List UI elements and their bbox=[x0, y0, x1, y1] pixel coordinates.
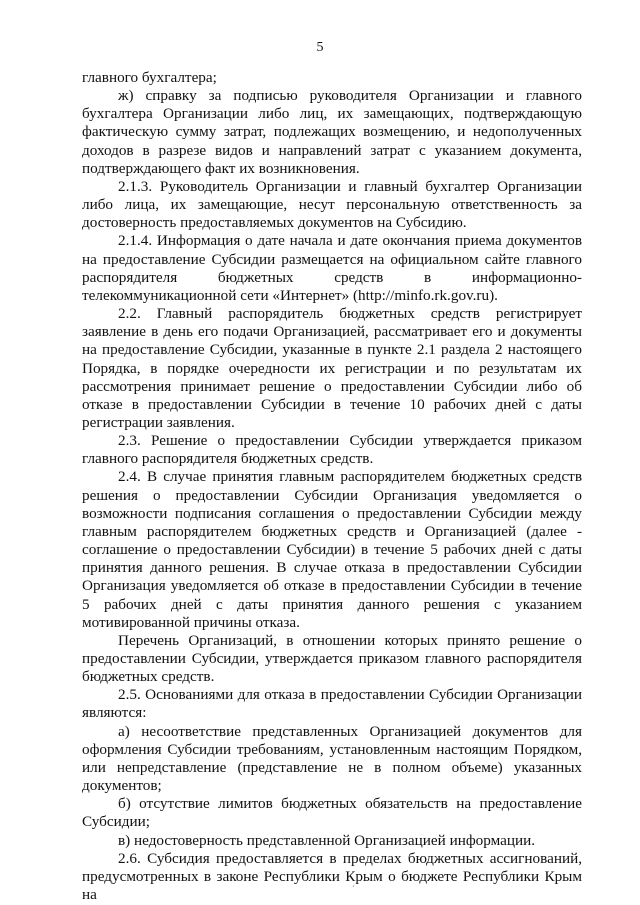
paragraph: главного бухгалтера; bbox=[82, 69, 217, 86]
scan-mark: ˊ bbox=[352, 884, 355, 894]
paragraph: 2.5. Основаниями для отказа в предоставлении Субсидии Организации являются: bbox=[82, 686, 582, 722]
paragraph: в) недостоверность представленной Организацией информации. bbox=[118, 831, 536, 849]
paragraph: б) отсутствие лимитов бюджетных обязательств на предоставление Субсидии; bbox=[82, 795, 582, 831]
paragraph: 2.4. В случае принятия главным распорядителем бюджетных средств решения о предоставлении Субсидии Организация уведомляется о возможности подписания соглашения о предоставлении Субсидии между главным распорядителем бюджетных средств и Организацией (далее - соглашение о предоставлении Субсидии) в течение 5 рабочих дней с даты принятия данного решения. В случае отказа в предоставлении Субсидии Организация уведомляется об отказе в предоставлении Субсидии в течение 5 рабочих дней с даты принятия данного решения с указанием мотивированной причины отказа. bbox=[82, 468, 582, 631]
page-number: 5 bbox=[316, 40, 324, 55]
paragraph: Перечень Организаций, в отношении которых принято решение о предоставлении Субсидии, утверждается приказом главного распорядителя бюджетных средств. bbox=[82, 631, 582, 686]
paragraph: ж) справку за подписью руководителя Организации и главного бухгалтера Организации либо лиц, их замещающих, подтверждающую фактическую сумму затрат, подлежащих возмещению, и недополученных доходов в разрезе видов и направлений затрат с указанием документа, подтверждающего факт их возникновения. bbox=[82, 87, 582, 177]
paragraph: 2.6. Субсидия предоставляется в пределах бюджетных ассигнований, предусмотренных в законе Республики Крым о бюджете Республики Крым на bbox=[82, 849, 582, 904]
paragraph: а) несоответствие представленных Организацией документов для оформления Субсидии требованиям, установленным настоящим Порядком, или непредставление (представление не в полном объеме) указанных документов; bbox=[82, 722, 582, 795]
paragraph: 2.2. Главный распорядитель бюджетных средств регистрирует заявление в день его подачи Организацией, рассматривает его и документы на предоставление Субсидии, указанные в пункте 2.1 раздела 2 настоящего Порядка, в порядке очередности их регистрации и по результатам их рассмотрения принимает решение о предоставлении Субсидии либо об отказе в предоставлении Субсидии в течение 10 рабочих дней с даты регистрации заявления. bbox=[82, 305, 582, 431]
paragraph: 2.1.3. Руководитель Организации и главный бухгалтер Организации либо лица, их замещающие, несут персональную ответственность за достоверность предоставляемых документов на Субсидию. bbox=[82, 177, 582, 232]
document-body bbox=[82, 69, 582, 904]
paragraph: 2.1.4. Информация о дате начала и дате окончания приема документов на предоставление Субсидии размещается на официальном сайте главного распорядителя бюджетных средств в информационно-телекоммуникационной сети «Интернет» (http://minfo.rk.gov.ru). bbox=[82, 232, 582, 304]
paragraph: 2.3. Решение о предоставлении Субсидии утверждается приказом главного распорядителя бюджетных средств. bbox=[82, 432, 582, 468]
